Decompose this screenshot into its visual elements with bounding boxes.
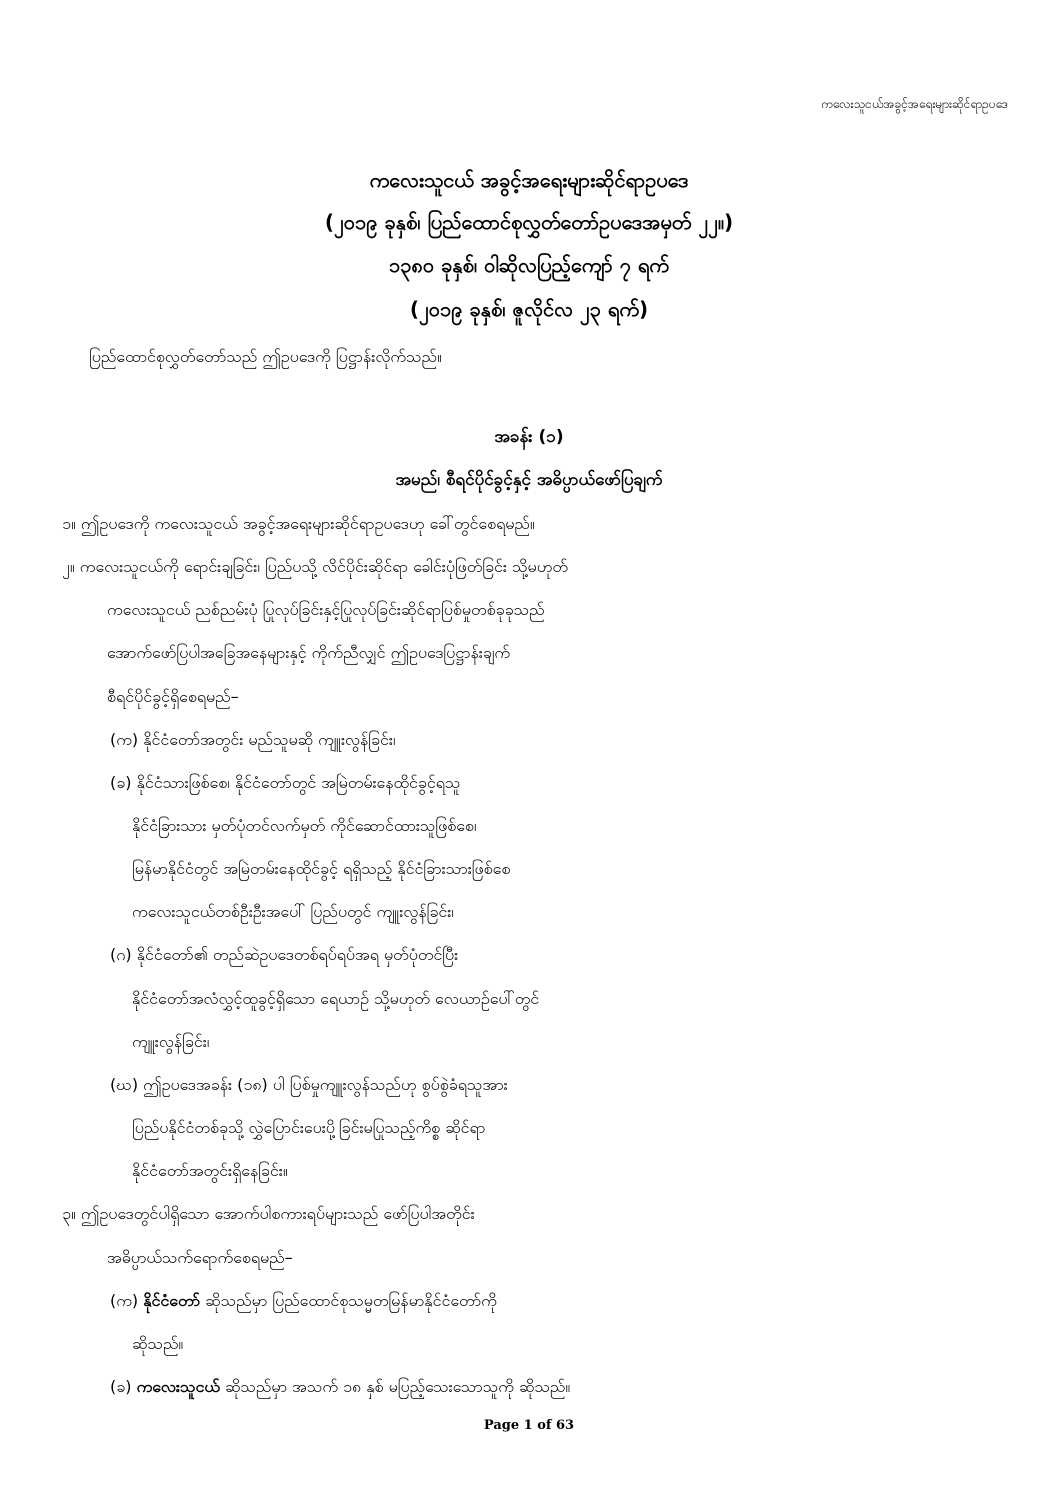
title-line-4: (၂၀၁၉ ခုနှစ်၊ ဇူလိုင်လ ၂၃ ရက်) — [409, 297, 649, 321]
definition-prefix: (က) — [110, 1291, 144, 1310]
clause-line: ပြည်ပနိုင်ငံတစ်ခုသို့ လွှဲပြောင်းပေးပို့ခြင်းမပြုသည့်ကိစ္စ ဆိုင်ရာ — [132, 1118, 486, 1137]
page-number: Page 1 of 63 — [483, 1418, 575, 1433]
clause-line: ကလေးသူငယ်တစ်ဦးဦးအပေါ် ပြည်ပတွင် ကျူးလွန်ခြင်း၊ — [132, 902, 454, 921]
section-2-line: အောက်ဖော်ပြပါအခြေအနေများနှင့် ကိုက်ညီလျှင် ဤဥပဒေပြဋ္ဌာန်းချက် — [107, 643, 511, 662]
definition-ka — [110, 1290, 497, 1312]
defined-term: နိုင်ငံတော် — [143, 1291, 201, 1310]
chapter-heading: အမည်၊ စီရင်ပိုင်ခွင့်နှင့် အဓိပ္ပာယ်ဖော်ပြချက် — [395, 470, 663, 490]
clause-line: နိုင်ငံခြားသား မှတ်ပုံတင်လက်မှတ် ကိုင်ဆောင်ထားသူဖြစ်စေ၊ — [132, 816, 477, 835]
section-3: ၃။ ဤဥပဒေတွင်ပါရှိသော အောက်ပါစကားရပ်များသည် ဖော်ပြပါအတိုင်း — [62, 1204, 475, 1223]
definition-prefix: (ခ) — [110, 1377, 137, 1396]
clause-line: ကျူးလွန်ခြင်း၊ — [132, 1032, 210, 1051]
title-line-2: (၂၀၁၉ ခုနှစ်၊ ပြည်ထောင်စုလွှတ်တော်ဥပဒေအမှတ် ၂၂။) — [324, 210, 734, 234]
clause-line: နိုင်ငံတော်အတွင်းရှိနေခြင်း။ — [132, 1161, 288, 1180]
title-line-1: ကလေးသူငယ် အခွင့်အရေးများဆိုင်ရာဥပဒေ — [369, 168, 689, 192]
section-2: ၂။ ကလေးသူငယ်ကို ရောင်းချခြင်း၊ ပြည်ပသို့ လိင်ပိုင်းဆိုင်ရာ ခေါင်းပုံဖြတ်ခြင်း သို့မဟုတ် — [62, 557, 568, 576]
section-3-line: အဓိပ္ပာယ်သက်ရောက်စေရမည်– — [107, 1248, 293, 1267]
defined-term: ကလေးသူငယ် — [136, 1377, 220, 1396]
title-line-3: ၁၃၈၀ ခုနှစ်၊ ဝါဆိုလပြည့်ကျော် ၇ ရက် — [388, 253, 670, 277]
definition-kha — [110, 1376, 570, 1398]
definition-ka-continued — [132, 1333, 183, 1355]
enactment-clause: ပြည်ထောင်စုလွှတ်တော်သည် ဤဥပဒေကို ပြဋ္ဌာန်းလိုက်သည်။ — [89, 347, 442, 366]
clause-2-gha: (ဃ) ဤဥပဒေအခန်း (၁၈) ပါ ပြစ်မှုကျူးလွန်သည်ဟု စွပ်စွဲခံရသူအား — [110, 1075, 508, 1094]
clause-line: မြန်မာနိုင်ငံတွင် အမြဲတမ်းနေထိုင်ခွင့် ရရှိသည့် နိုင်ငံခြားသားဖြစ်စေ — [132, 859, 511, 878]
clause-2-kha: (ခ) နိုင်ငံသားဖြစ်စေ၊ နိုင်ငံတော်တွင် အမြဲတမ်းနေထိုင်ခွင့်ရသူ — [110, 773, 461, 792]
running-header: ကလေးသူငယ်အခွင့်အရေးများဆိုင်ရာဥပဒေ — [821, 97, 1008, 111]
clause-2-ga: (ဂ) နိုင်ငံတော်၏ တည်ဆဲဥပဒေတစ်ရပ်ရပ်အရ မှတ်ပုံတင်ပြီး — [110, 945, 459, 964]
section-2-line: စီရင်ပိုင်ခွင့်ရှိစေရမည်– — [107, 687, 239, 706]
definition-text: ဆိုသည်မှာ အသက် ၁၈ နှစ် မပြည့်သေးသောသူကို ဆိုသည်။ — [219, 1377, 571, 1396]
section-2-line: ကလေးသူငယ် ညစ်ညမ်းပုံ ပြုလုပ်ခြင်းနှင့်ပြုလုပ်ခြင်းဆိုင်ရာပြစ်မှုတစ်ခုခုသည် — [107, 600, 545, 619]
definition-text: ဆိုသည်မှာ ပြည်ထောင်စုသမ္မတမြန်မာနိုင်ငံတော်ကို — [200, 1291, 497, 1310]
clause-2-ka: (က) နိုင်ငံတော်အတွင်း မည်သူမဆို ကျူးလွန်ခြင်း၊ — [110, 730, 396, 749]
section-1: ၁။ ဤဥပဒေကို ကလေးသူငယ် အခွင့်အရေးများဆိုင်ရာဥပဒေဟု ခေါ်တွင်စေရမည်။ — [62, 514, 535, 533]
chapter-number: အခန်း (၁) — [494, 427, 564, 447]
clause-line: နိုင်ငံတော်အလံလွှင့်ထူခွင့်ရှိသော ရေယာဉ် သို့မဟုတ် လေယာဉ်ပေါ်တွင် — [132, 989, 540, 1008]
definition-text: ဆိုသည်။ — [132, 1334, 184, 1353]
